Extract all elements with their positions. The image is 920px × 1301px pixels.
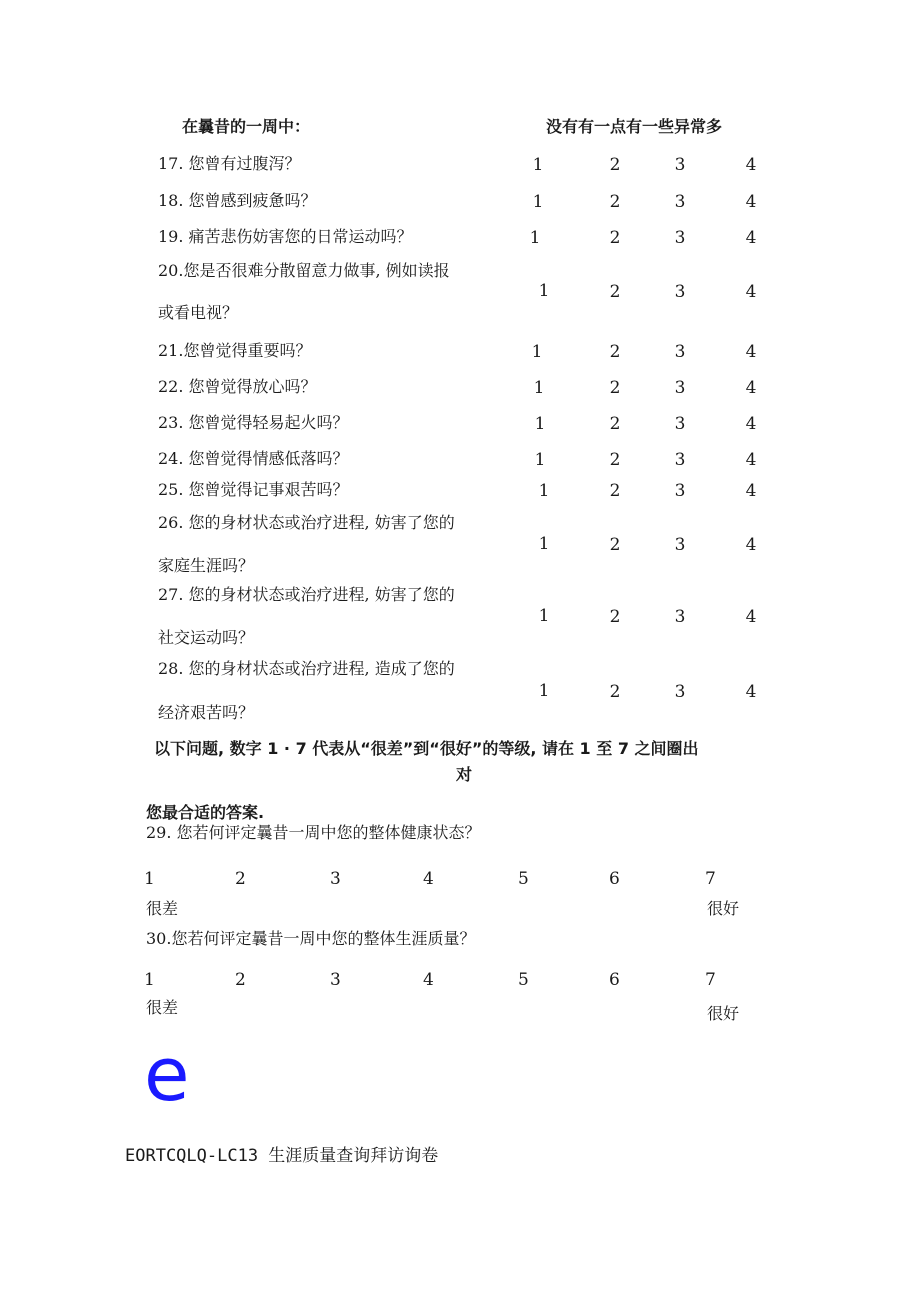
scale-header: 没有有一点有一些异常多 bbox=[546, 117, 723, 136]
question-28: 28. 您的身材状态或治疗进程, 造成了您的 bbox=[158, 659, 455, 678]
question-17: 17. 您曾有过腹泻？ bbox=[158, 154, 301, 173]
q29-option-6[interactable]: 6 bbox=[609, 869, 620, 889]
q29-option-7[interactable]: 7 bbox=[705, 869, 716, 889]
question-20: 20.您是否很难分散留意力做事, 例如读报 bbox=[158, 261, 450, 280]
q29-high-label: 很好 bbox=[707, 899, 740, 918]
option-3[interactable]: 3 bbox=[674, 378, 686, 398]
question-30: 30.您若何评定曩昔一周中您的整体生涯质量？ bbox=[146, 929, 476, 948]
option-3[interactable]: 3 bbox=[674, 282, 686, 302]
option-2[interactable]: 2 bbox=[609, 682, 621, 702]
option-3[interactable]: 3 bbox=[674, 481, 686, 501]
option-4[interactable]: 4 bbox=[745, 228, 757, 248]
option-1[interactable]: 1 bbox=[531, 342, 543, 362]
option-4[interactable]: 4 bbox=[745, 192, 757, 212]
option-2[interactable]: 2 bbox=[609, 607, 621, 627]
option-3[interactable]: 3 bbox=[674, 228, 686, 248]
question-20-cont: 或看电视？ bbox=[158, 303, 239, 322]
option-2[interactable]: 2 bbox=[609, 192, 621, 212]
eortc-logo-icon: e bbox=[144, 1032, 190, 1118]
q30-option-4[interactable]: 4 bbox=[423, 970, 434, 990]
question-18: 18. 您曾感到疲惫吗？ bbox=[158, 191, 317, 210]
question-25: 25. 您曾觉得记事艰苦吗？ bbox=[158, 480, 349, 499]
option-1[interactable]: 1 bbox=[532, 192, 544, 212]
option-4[interactable]: 4 bbox=[745, 607, 757, 627]
q30-option-6[interactable]: 6 bbox=[609, 970, 620, 990]
q29-option-1[interactable]: 1 bbox=[144, 869, 155, 889]
option-2[interactable]: 2 bbox=[609, 155, 621, 175]
option-1[interactable]: 1 bbox=[538, 606, 550, 626]
q30-low-label: 很差 bbox=[146, 998, 179, 1017]
question-24: 24. 您曾觉得情感低落吗？ bbox=[158, 449, 349, 468]
option-4[interactable]: 4 bbox=[745, 481, 757, 501]
instruction-line-1: 以下问题, 数字 1 · 7 代表从“很差”到“很好”的等级, 请在 1 至 7 之间圈出 bbox=[154, 739, 699, 758]
q29-option-2[interactable]: 2 bbox=[235, 869, 246, 889]
option-3[interactable]: 3 bbox=[674, 342, 686, 362]
option-4[interactable]: 4 bbox=[745, 450, 757, 470]
option-1[interactable]: 1 bbox=[538, 534, 550, 554]
option-4[interactable]: 4 bbox=[745, 342, 757, 362]
option-2[interactable]: 2 bbox=[609, 481, 621, 501]
option-3[interactable]: 3 bbox=[674, 155, 686, 175]
q29-option-5[interactable]: 5 bbox=[518, 869, 529, 889]
option-4[interactable]: 4 bbox=[745, 535, 757, 555]
option-1[interactable]: 1 bbox=[534, 414, 546, 434]
option-2[interactable]: 2 bbox=[609, 378, 621, 398]
q30-option-2[interactable]: 2 bbox=[235, 970, 246, 990]
question-29: 29. 您若何评定曩昔一周中您的整体健康状态？ bbox=[146, 823, 481, 842]
option-1[interactable]: 1 bbox=[529, 228, 541, 248]
question-26: 26. 您的身材状态或治疗进程, 妨害了您的 bbox=[158, 513, 455, 532]
option-2[interactable]: 2 bbox=[609, 342, 621, 362]
option-4[interactable]: 4 bbox=[745, 155, 757, 175]
question-28-cont: 经济艰苦吗？ bbox=[158, 703, 255, 722]
q30-option-3[interactable]: 3 bbox=[330, 970, 341, 990]
q29-option-4[interactable]: 4 bbox=[423, 869, 434, 889]
question-27-cont: 社交运动吗？ bbox=[158, 628, 255, 647]
question-19: 19. 痛苦悲伤妨害您的日常运动吗？ bbox=[158, 227, 413, 246]
option-4[interactable]: 4 bbox=[745, 378, 757, 398]
option-2[interactable]: 2 bbox=[609, 228, 621, 248]
option-3[interactable]: 3 bbox=[674, 192, 686, 212]
instruction-line-3: 您最合适的答案. bbox=[146, 803, 265, 822]
option-2[interactable]: 2 bbox=[609, 414, 621, 434]
option-2[interactable]: 2 bbox=[609, 282, 621, 302]
option-3[interactable]: 3 bbox=[674, 682, 686, 702]
q30-option-5[interactable]: 5 bbox=[518, 970, 529, 990]
option-3[interactable]: 3 bbox=[674, 535, 686, 555]
option-3[interactable]: 3 bbox=[674, 414, 686, 434]
option-3[interactable]: 3 bbox=[674, 607, 686, 627]
instruction-line-2: 对 bbox=[456, 765, 473, 784]
option-2[interactable]: 2 bbox=[609, 535, 621, 555]
option-2[interactable]: 2 bbox=[609, 450, 621, 470]
question-23: 23. 您曾觉得轻易起火吗？ bbox=[158, 413, 349, 432]
option-4[interactable]: 4 bbox=[745, 682, 757, 702]
option-1[interactable]: 1 bbox=[534, 450, 546, 470]
period-label: 在曩昔的一周中： bbox=[182, 117, 311, 136]
question-22: 22. 您曾觉得放心吗？ bbox=[158, 377, 317, 396]
option-1[interactable]: 1 bbox=[538, 281, 550, 301]
option-1[interactable]: 1 bbox=[538, 681, 550, 701]
option-4[interactable]: 4 bbox=[745, 282, 757, 302]
q29-option-3[interactable]: 3 bbox=[330, 869, 341, 889]
q29-low-label: 很差 bbox=[146, 899, 179, 918]
option-1[interactable]: 1 bbox=[532, 155, 544, 175]
footer-title: EORTCQLQ-LC13 生涯质量查询拜访询卷 bbox=[125, 1146, 439, 1166]
option-3[interactable]: 3 bbox=[674, 450, 686, 470]
option-4[interactable]: 4 bbox=[745, 414, 757, 434]
question-27: 27. 您的身材状态或治疗进程, 妨害了您的 bbox=[158, 585, 455, 604]
q30-high-label: 很好 bbox=[707, 1004, 740, 1023]
q30-option-1[interactable]: 1 bbox=[144, 970, 155, 990]
option-1[interactable]: 1 bbox=[538, 481, 550, 501]
question-26-cont: 家庭生涯吗？ bbox=[158, 556, 255, 575]
option-1[interactable]: 1 bbox=[533, 378, 545, 398]
q30-option-7[interactable]: 7 bbox=[705, 970, 716, 990]
question-21: 21.您曾觉得重要吗？ bbox=[158, 341, 312, 360]
